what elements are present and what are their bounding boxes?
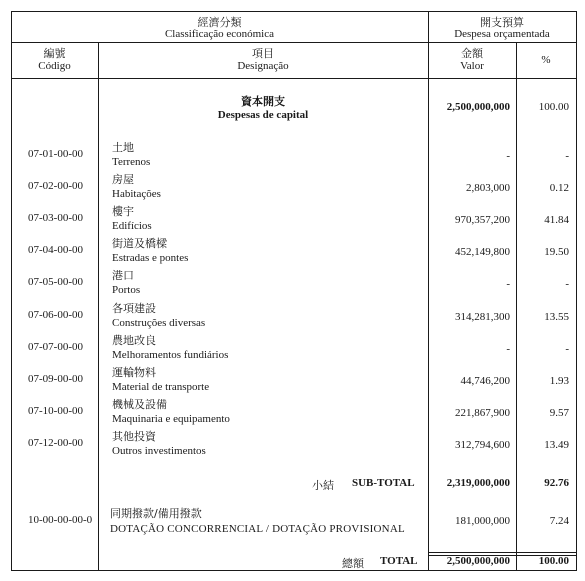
row-value: - bbox=[506, 343, 510, 355]
header-designation-pt: Designação bbox=[237, 60, 289, 72]
row-code: 07-01-00-00 bbox=[28, 148, 83, 160]
row-percent: 13.49 bbox=[544, 439, 569, 451]
row-name-pt: Construções diversas bbox=[112, 317, 206, 329]
row-name-pt: Material de transporte bbox=[112, 381, 210, 393]
row-name-zh: 街道及橋樑 bbox=[112, 237, 167, 250]
row-percent: 19.50 bbox=[544, 246, 569, 258]
row-name-pt: Habitações bbox=[112, 188, 161, 200]
row-name-zh: 農地改良 bbox=[112, 334, 156, 347]
row-value: 452,149,800 bbox=[455, 246, 510, 258]
row-value: - bbox=[506, 150, 510, 162]
row-percent: - bbox=[565, 343, 569, 355]
subtotal-label-pt: SUB-TOTAL bbox=[352, 477, 415, 489]
header-value-pt: Valor bbox=[460, 60, 484, 72]
header-classification-zh: 經濟分類 bbox=[197, 16, 242, 29]
provision-code: 10-00-00-00-0 bbox=[28, 514, 93, 526]
row-name-zh: 房屋 bbox=[112, 173, 134, 186]
row-percent: - bbox=[565, 150, 569, 162]
row-code: 07-09-00-00 bbox=[28, 373, 83, 385]
row-name-zh: 運輸物料 bbox=[112, 366, 156, 379]
row-name-zh: 其他投資 bbox=[112, 430, 156, 443]
row-name-pt: Maquinaria e equipamento bbox=[112, 413, 230, 425]
section-title-pt: Despesas de capital bbox=[217, 109, 309, 121]
row-percent: 9.57 bbox=[549, 407, 569, 419]
provision-name-zh: 同期撥款/備用撥款 bbox=[110, 507, 202, 520]
header-budget-pt: Despesa orçamentada bbox=[454, 28, 550, 40]
row-code: 07-06-00-00 bbox=[28, 309, 83, 321]
row-name-pt: Portos bbox=[112, 284, 141, 296]
row-code: 07-03-00-00 bbox=[28, 212, 83, 224]
table-top-border bbox=[11, 11, 577, 12]
row-name-pt: Melhoramentos fundiários bbox=[112, 349, 229, 361]
row-code: 07-12-00-00 bbox=[28, 437, 83, 449]
total-rule-1 bbox=[428, 552, 577, 553]
row-name-pt: Estradas e pontes bbox=[112, 252, 189, 264]
table-right-border bbox=[576, 11, 577, 571]
row-percent: 1.93 bbox=[549, 375, 569, 387]
row-percent: 0.12 bbox=[549, 182, 569, 194]
row-value: 970,357,200 bbox=[455, 214, 510, 226]
row-value: 221,867,900 bbox=[455, 407, 510, 419]
provision-name-pt: DOTAÇÃO CONCORRENCIAL / DOTAÇÃO PROVISIONAL bbox=[110, 523, 405, 535]
header-percent: % bbox=[541, 54, 551, 66]
row-percent: 13.55 bbox=[544, 311, 569, 323]
header-classification-pt: Classificação económica bbox=[164, 28, 275, 40]
subtotal-label-zh: 小結 bbox=[312, 479, 334, 492]
row-name-zh: 土地 bbox=[112, 141, 134, 154]
row-name-zh: 機械及設備 bbox=[112, 398, 167, 411]
header-value-zh: 金額 bbox=[461, 47, 483, 60]
row-value: 314,281,300 bbox=[455, 311, 510, 323]
row-code: 07-02-00-00 bbox=[28, 180, 83, 192]
row-name-zh: 各項建設 bbox=[112, 302, 156, 315]
provision-value: 181,000,000 bbox=[455, 515, 510, 527]
row-percent: - bbox=[565, 278, 569, 290]
provision-percent: 7.24 bbox=[549, 515, 569, 527]
row-code: 07-10-00-00 bbox=[28, 405, 83, 417]
row-value: - bbox=[506, 278, 510, 290]
header-designation-zh: 項目 bbox=[252, 47, 274, 60]
total-percent: 100.00 bbox=[538, 555, 569, 567]
row-name-pt: Outros investimentos bbox=[112, 445, 206, 457]
total-value: 2,500,000,000 bbox=[446, 555, 510, 567]
total-label-zh: 總額 bbox=[342, 557, 364, 570]
section-title-zh: 資本開支 bbox=[241, 95, 285, 108]
header-code-pt: Código bbox=[38, 60, 71, 72]
code-column-divider bbox=[98, 42, 99, 571]
subtotal-percent: 92.76 bbox=[544, 477, 569, 489]
row-code: 07-04-00-00 bbox=[28, 244, 83, 256]
row-code: 07-07-00-00 bbox=[28, 341, 83, 353]
percent-column-divider bbox=[516, 42, 517, 571]
total-label-pt: TOTAL bbox=[380, 555, 418, 567]
header-code-zh: 編號 bbox=[43, 47, 66, 60]
row-percent: 41.84 bbox=[544, 214, 569, 226]
row-value: 44,746,200 bbox=[460, 375, 510, 387]
row-value: 2,803,000 bbox=[466, 182, 510, 194]
row-value: 312,794,600 bbox=[455, 439, 510, 451]
table-left-border bbox=[11, 11, 12, 571]
row-name-zh: 港口 bbox=[112, 269, 134, 282]
table-bottom-border bbox=[11, 570, 577, 571]
header-budget-zh: 開支預算 bbox=[480, 16, 524, 29]
row-name-zh: 樓宇 bbox=[112, 205, 134, 218]
row-code: 07-05-00-00 bbox=[28, 276, 83, 288]
header-divider-lower bbox=[11, 78, 577, 79]
row-name-pt: Terrenos bbox=[112, 156, 151, 168]
header-divider-upper bbox=[11, 42, 577, 43]
row-name-pt: Edifícios bbox=[112, 220, 152, 232]
section-value: 2,500,000,000 bbox=[446, 101, 510, 113]
subtotal-value: 2,319,000,000 bbox=[446, 477, 510, 489]
section-percent: 100.00 bbox=[538, 101, 569, 113]
